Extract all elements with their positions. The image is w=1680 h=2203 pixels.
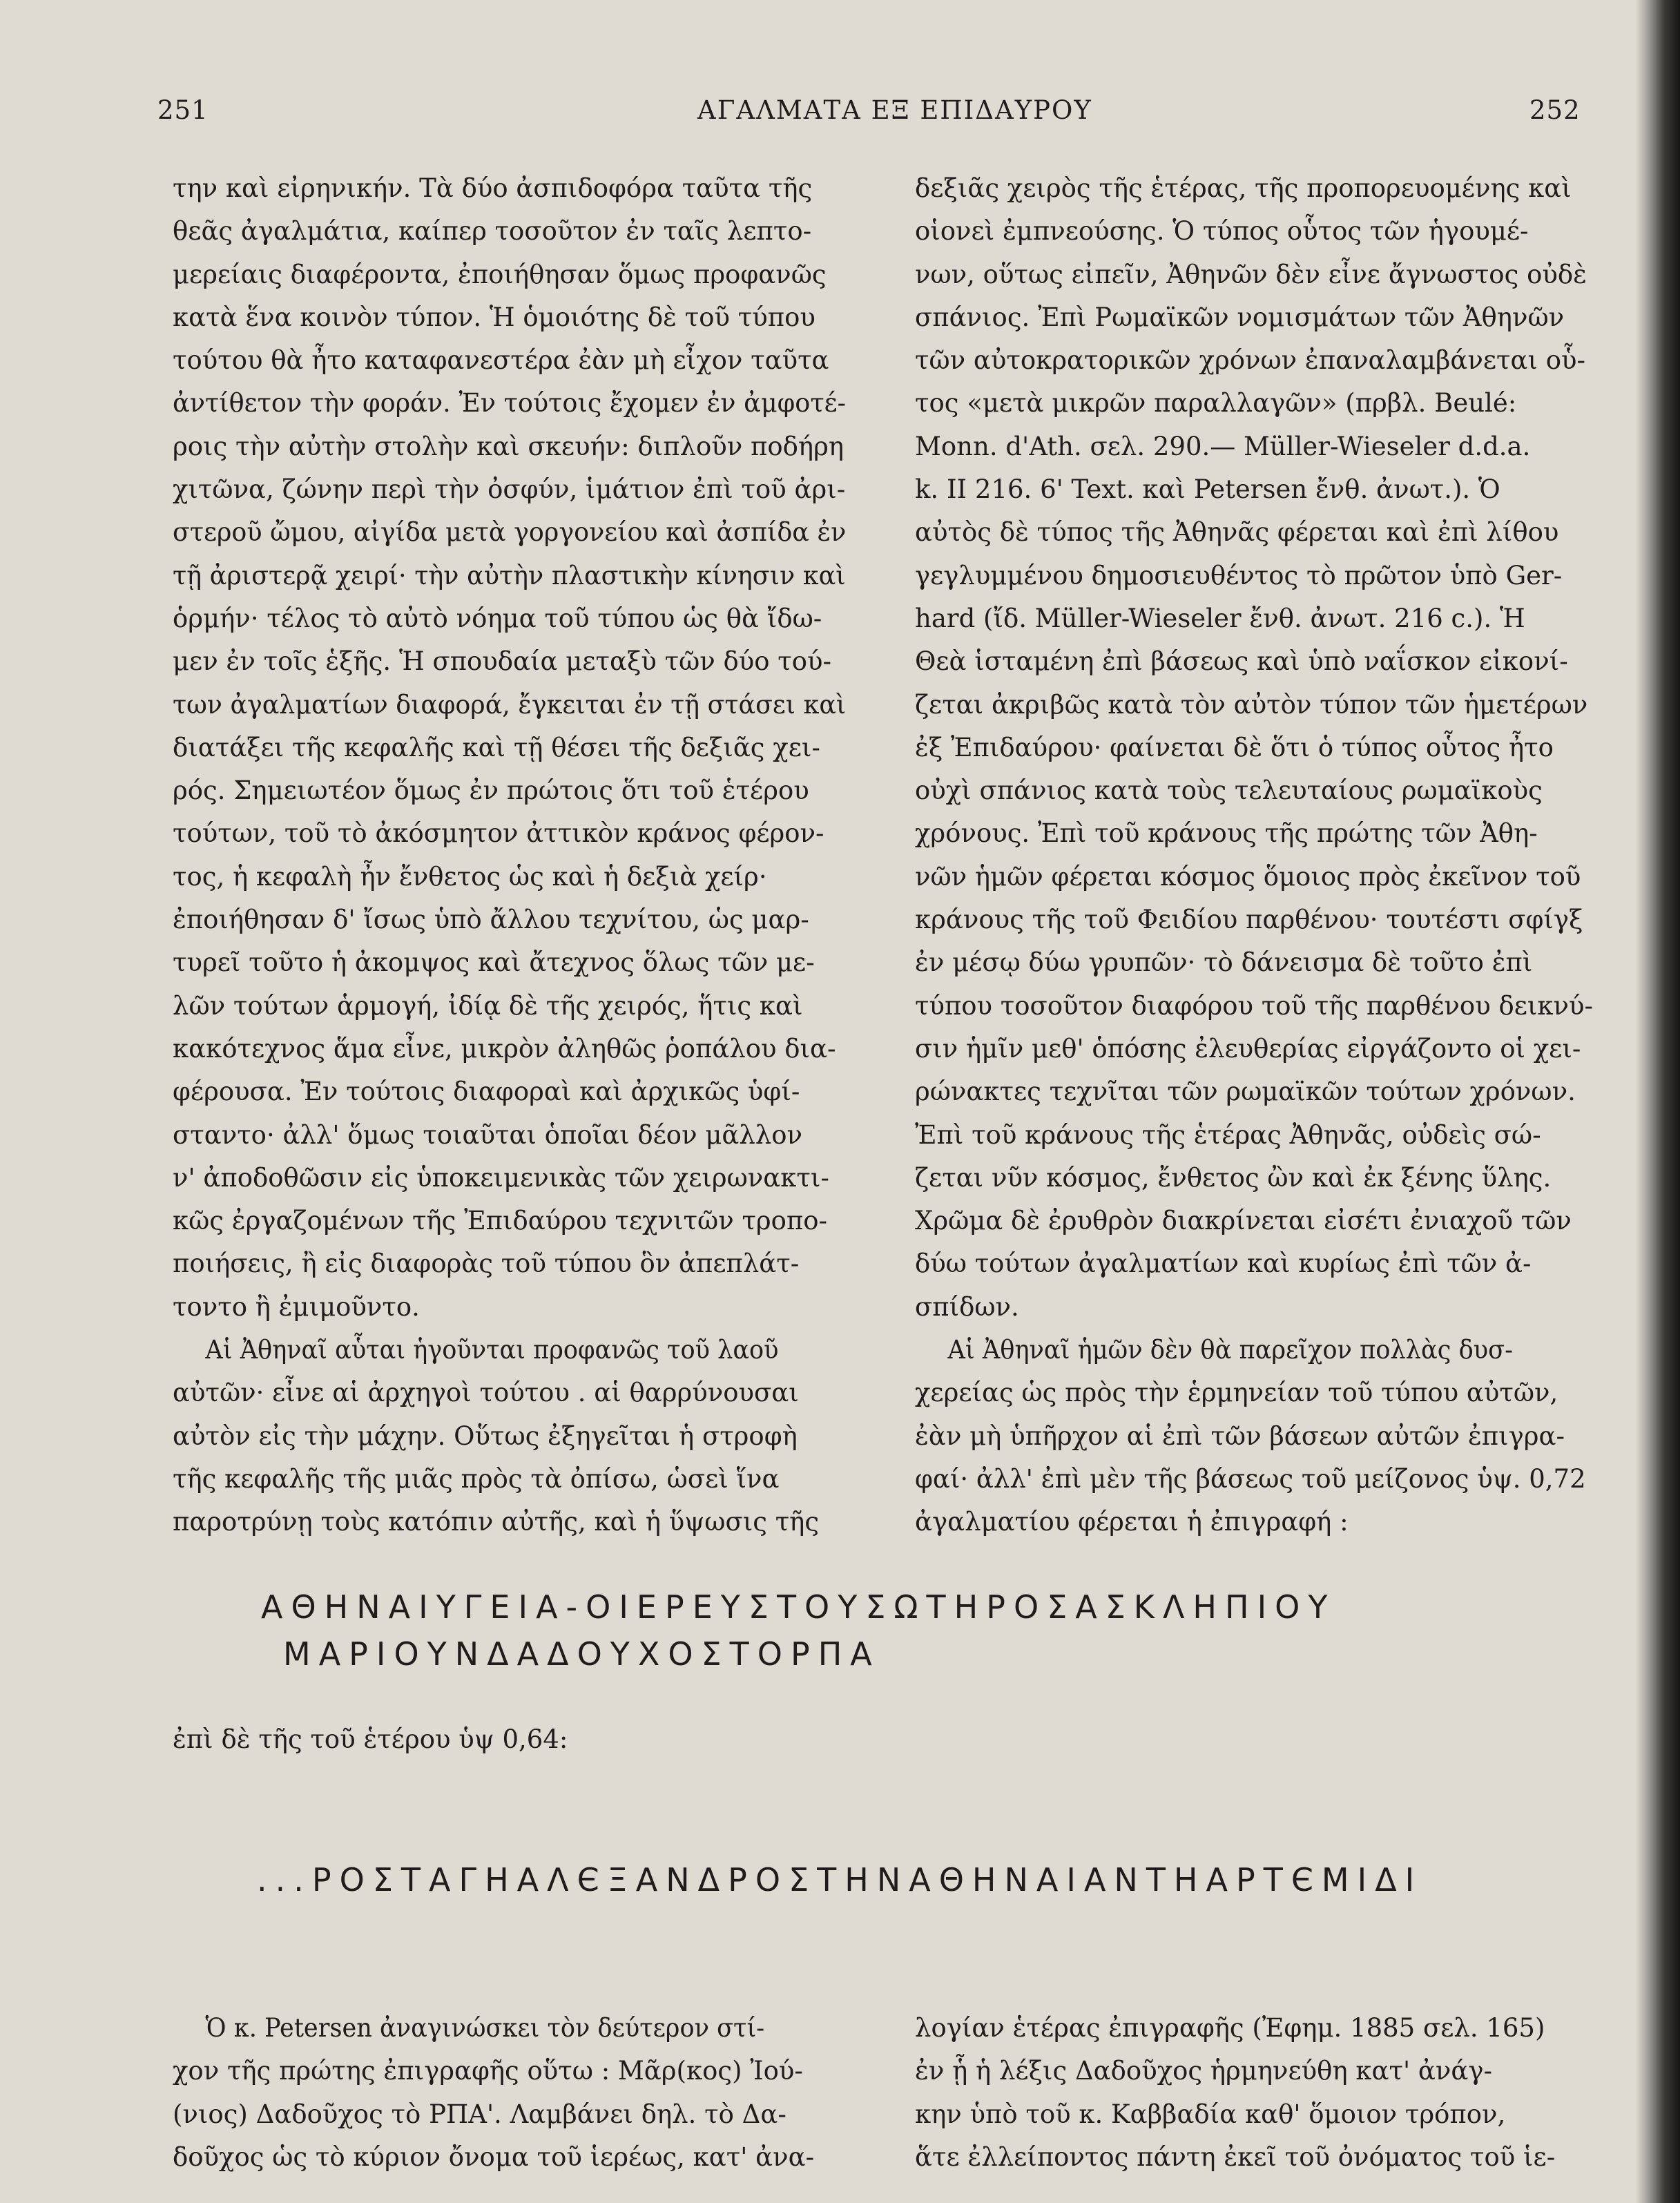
- text-line: τῇ ἀριστερᾷ χειρί· τὴν αὐτὴν πλαστικὴν κίνησιν καὶ: [173, 560, 846, 590]
- text-line: χον τῆς πρώτης ἐπιγραφῆς οὕτω : Μᾶρ(κος) Ἰού-: [173, 2056, 803, 2086]
- text-line: τούτου θὰ ἦτο καταφανεστέρα ἐὰν μὴ εἶχον ταῦτα: [173, 345, 829, 376]
- text-line: Αἱ Ἀθηναῖ αὗται ἡγοῦνται προφανῶς τοῦ λαοῦ: [205, 1335, 779, 1365]
- text-line: την καὶ εἰρηνικήν. Τὰ δύο ἀσπιδοφόρα ταῦτα τῆς: [173, 173, 813, 203]
- text-line: ἀγαλματίου φέρεται ἡ ἐπιγραφή :: [915, 1507, 1349, 1537]
- text-line: παροτρύνῃ τοὺς κατόπιν αὐτῆς, καὶ ἡ ὕψωσις τῆς: [173, 1507, 820, 1537]
- text-line: θεᾶς ἀγαλμάτια, καίπερ τοσοῦτον ἐν ταῖς λεπτο-: [173, 216, 812, 247]
- text-line: μεν ἐν τοῖς ἑξῆς. Ἡ σπουδαία μεταξὺ τῶν δύο τού-: [173, 646, 832, 677]
- text-line: τοντο ἢ ἐμιμοῦντο.: [173, 1291, 420, 1322]
- text-line: χιτῶνα, ζώνην περὶ τὴν ὀσφύν, ἱμάτιον ἐπὶ τοῦ ἀρι-: [173, 474, 846, 505]
- text-line: Ὁ κ. Petersen ἀναγινώσκει τὸν δεύτερον στί-: [205, 2013, 765, 2043]
- text-line: ρώνακτες τεχνῖται τῶν ρωμαϊκῶν τούτων χρόνων.: [915, 1077, 1576, 1107]
- text-line: δύω τούτων ἀγαλματίων καὶ κυρίως ἐπὶ τῶν ἀ-: [915, 1249, 1532, 1279]
- text-line: νων, οὕτως εἰπεῖν, Ἀθηνῶν δὲν εἶνε ἄγνωστος οὐδὲ: [915, 259, 1587, 289]
- text-line: Χρῶμα δὲ ἐρυθρὸν διακρίνεται εἰσέτι ἐνιαχοῦ τῶν: [915, 1206, 1572, 1236]
- inscription-caption: ἐπὶ δὲ τῆς τοῦ ἑτέρου ὑψ 0,64:: [173, 1724, 568, 1754]
- text-line: ν' ἀποδοθῶσιν εἰς ὑποκειμενικὰς τῶν χειρωνακτι-: [173, 1162, 829, 1193]
- text-line: ἀντίθετον τὴν φοράν. Ἐν τούτοις ἔχομεν ἐν ἀμφοτέ-: [173, 388, 846, 419]
- text-line: ἐξ Ἐπιδαύρου· φαίνεται δὲ ὅτι ὁ τύπος οὗτος ἦτο: [915, 732, 1554, 762]
- text-line: κατὰ ἕνα κοινὸν τύπον. Ἡ ὁμοιότης δὲ τοῦ τύπου: [173, 302, 815, 332]
- text-line: Ἐπὶ τοῦ κράνους τῆς ἑτέρας Ἀθηνᾶς, οὐδεὶς σώ-: [915, 1119, 1541, 1150]
- text-line: φέρουσα. Ἐν τούτοις διαφοραὶ καὶ ἀρχικῶς ὑφί-: [173, 1077, 800, 1107]
- text-line: γεγλυμμένου δημοσιευθέντος τὸ πρῶτον ὑπὸ Ger-: [915, 560, 1563, 590]
- book-spine-shadow: [1636, 0, 1680, 2203]
- text-line: ἅτε ἐλλείποντος πάντη ἐκεῖ τοῦ ὀνόματος τοῦ ἱε-: [915, 2142, 1556, 2172]
- bottom-left-column: [173, 2007, 846, 2179]
- text-line: Αἱ Ἀθηναῖ ἡμῶν δὲν θὰ παρεῖχον πολλὰς δυσ-: [947, 1335, 1514, 1365]
- text-line: οἱονεὶ ἐμπνεούσης. Ὁ τύπος οὗτος τῶν ἡγουμέ-: [915, 216, 1529, 247]
- text-line: hard (ἴδ. Müller-Wieseler ἔνθ. ἀνωτ. 216 c.). Ἡ: [915, 603, 1525, 633]
- text-line: τῆς κεφαλῆς τῆς μιᾶς πρὸς τὰ ὀπίσω, ὡσεὶ ἵνα: [173, 1463, 780, 1494]
- text-line: τύπου τοσοῦτον διαφόρου τοῦ τῆς παρθένου δεικνύ-: [915, 990, 1594, 1021]
- text-line: ζεται νῦν κόσμος, ἔνθετος ὢν καὶ ἐκ ξένης ὕλης.: [915, 1162, 1552, 1193]
- bottom-right-column: [915, 2007, 1612, 2179]
- text-line: αὐτῶν· εἶνε αἱ ἀρχηγοὶ τούτου . αἱ θαρρύνουσαι: [173, 1378, 799, 1408]
- text-line: σταντο· ἀλλ' ὅμως τοιαῦται ὁποῖαι δέον μᾶλλον: [173, 1119, 803, 1150]
- text-line: λῶν τούτων ἁρμογή, ἰδίᾳ δὲ τῆς χειρός, ἥτις καὶ: [173, 990, 803, 1021]
- text-line: μερείαις διαφέροντα, ἐποιήθησαν ὅμως προφανῶς: [173, 259, 827, 289]
- page-number-right: 252: [1529, 95, 1581, 125]
- text-line: ρός. Σημειωτέον ὅμως ἐν πρώτοις ὅτι τοῦ ἑτέρου: [173, 776, 809, 806]
- text-line: σπάνιος. Ἐπὶ Ρωμαϊκῶν νομισμάτων τῶν Ἀθηνῶν: [915, 302, 1565, 332]
- right-column: [915, 167, 1612, 1544]
- text-line: νῶν ἡμῶν φέρεται κόσμος ὅμοιος πρὸς ἐκεῖνον τοῦ: [915, 861, 1581, 892]
- text-line: ὁρμήν· τέλος τὸ αὐτὸ νόημα τοῦ τύπου ὡς θὰ ἴδω-: [173, 603, 822, 633]
- text-line: κῶς ἐργαζομένων τῆς Ἐπιδαύρου τεχνιτῶν τροπο-: [173, 1206, 828, 1236]
- text-line: τῶν αὐτοκρατορικῶν χρόνων ἐπαναλαμβάνεται οὗ-: [915, 345, 1586, 376]
- text-line: ἐν ᾗ ἡ λέξις Δαδοῦχος ἡρμηνεύθη κατ' ἀνάγ-: [915, 2056, 1492, 2086]
- text-line: αὐτὸν εἰς τὴν μάχην. Οὕτως ἐξηγεῖται ἡ στροφὴ: [173, 1421, 798, 1451]
- text-line: οὐχὶ σπάνιος κατὰ τοὺς τελευταίους ρωμαϊκοὺς: [915, 776, 1543, 806]
- text-line: ἐὰν μὴ ὑπῆρχον αἱ ἐπὶ τῶν βάσεων αὐτῶν ἐπιγρα-: [915, 1421, 1565, 1451]
- text-line: ποιήσεις, ἢ εἰς διαφορὰς τοῦ τύπου ὃν ἀπεπλάτ-: [173, 1249, 800, 1279]
- text-line: τούτων, τοῦ τὸ ἀκόσμητον ἀττικὸν κράνος φέρον-: [173, 818, 824, 849]
- text-line: σπίδων.: [915, 1291, 1019, 1322]
- text-line: χρόνους. Ἐπὶ τοῦ κράνους τῆς πρώτης τῶν Ἀθη-: [915, 818, 1538, 849]
- text-line: κακότεχνος ἅμα εἶνε, μικρὸν ἀληθῶς ῥοπάλου δια-: [173, 1033, 836, 1064]
- text-line: Monn. d'Ath. σελ. 290.— Müller-Wieseler d.d.a.: [915, 431, 1531, 461]
- text-line: ἐν μέσῳ δύω γρυπῶν· τὸ δάνεισμα δὲ τοῦτο ἐπὶ: [915, 947, 1533, 978]
- text-line: ἐποιήθησαν δ' ἴσως ὑπὸ ἄλλου τεχνίτου, ὡς μαρ-: [173, 905, 809, 935]
- text-line: τος, ἡ κεφαλὴ ἦν ἔνθετος ὡς καὶ ἡ δεξιὰ χείρ·: [173, 861, 767, 892]
- text-line: τυρεῖ τοῦτο ἡ ἀκομψος καὶ ἄτεχνος ὅλως τῶν με-: [173, 947, 815, 978]
- text-line: τος «μετὰ μικρῶν παραλλαγῶν» (πρβλ. Beulé:: [915, 388, 1517, 419]
- running-title: ΑΓΑΛΜΑΤΑ ΕΞ ΕΠΙΔΑΥΡΟΥ: [697, 95, 1092, 125]
- text-line: ροις τὴν αὐτὴν στολὴν καὶ σκευήν: διπλοῦν ποδήρη: [173, 431, 844, 461]
- text-line: διατάξει τῆς κεφαλῆς καὶ τῇ θέσει τῆς δεξιᾶς χει-: [173, 732, 820, 762]
- page-number-left: 251: [157, 95, 209, 125]
- text-line: δοῦχος ὡς τὸ κύριον ὄνομα τοῦ ἱερέως, κατ' ἀνα-: [173, 2142, 815, 2172]
- left-column: [173, 167, 846, 1544]
- text-line: κράνους τῆς τοῦ Φειδίου παρθένου· τουτέστι σφίγξ: [915, 905, 1583, 935]
- text-line: στεροῦ ὤμου, αἰγίδα μετὰ γοργονείου καὶ ἀσπίδα ἐν: [173, 517, 847, 548]
- inscription-line: ΑΘΗΝΑΙΥΓΕΙΑ-ΟΙΕΡΕΥΣΤΟΥΣΩΤΗΡΟΣΑΣΚΛΗΠΙΟΥ: [261, 1588, 1336, 1626]
- text-line: k. II 216. 6' Text. καὶ Petersen ἔνθ. ἀνωτ.). Ὁ: [915, 474, 1500, 505]
- text-line: κην ὑπὸ τοῦ κ. Καββαδία καθ' ὅμοιον τρόπον,: [915, 2099, 1506, 2129]
- text-line: φαί· ἀλλ' ἐπὶ μὲν τῆς βάσεως τοῦ μείζονος ὑψ. 0,72: [915, 1463, 1586, 1494]
- text-line: ζεται ἀκριβῶς κατὰ τὸν αὐτὸν τύπον τῶν ἡμετέρων: [915, 689, 1588, 720]
- text-line: (νιος) Δαδοῦχος τὸ ΡΠΑ'. Λαμβάνει δηλ. τὸ Δα-: [173, 2099, 786, 2129]
- inscription-line: ΜΑΡΙΟΥΝΔΑΔΟΥΧΟΣΤΟΡΠΑ: [283, 1635, 880, 1673]
- text-line: των ἀγαλματίων διαφορά, ἔγκειται ἐν τῇ στάσει καὶ: [173, 689, 847, 720]
- text-line: χερείας ὡς πρὸς τὴν ἑρμηνείαν τοῦ τύπου αὐτῶν,: [915, 1378, 1558, 1408]
- text-line: δεξιᾶς χειρὸς τῆς ἑτέρας, τῆς προπορευομένης καὶ: [915, 173, 1572, 203]
- text-line: σιν ἡμῖν μεθ' ὁπόσης ἐλευθερίας εἰργάζοντο οἱ χει-: [915, 1033, 1581, 1064]
- inscription-line: ...ΡΟΣΤΑΓΗΑΛЄΞΑΝΔΡΟΣΤΗΝΑΘΗΝΑΙΑΝΤΗΑΡΤЄΜΙΔΙ: [257, 1861, 1423, 1898]
- text-line: Θεὰ ἱσταμένη ἐπὶ βάσεως καὶ ὑπὸ ναΐσκον εἰκονί-: [915, 646, 1568, 677]
- text-line: αὐτὸς δὲ τύπος τῆς Ἀθηνᾶς φέρεται καὶ ἐπὶ λίθου: [915, 517, 1559, 548]
- text-line: λογίαν ἑτέρας ἐπιγραφῆς (Ἐφημ. 1885 σελ. 165): [915, 2013, 1545, 2043]
